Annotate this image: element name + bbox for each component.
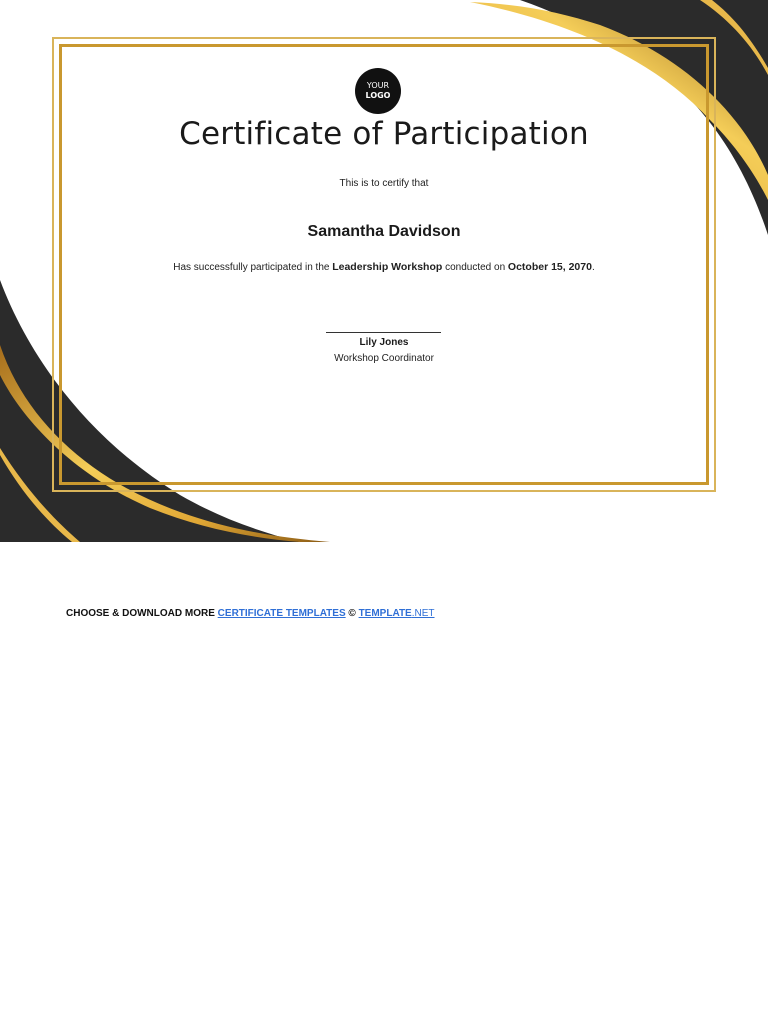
statement-suffix: . [591,262,595,273]
footer-download-line [66,608,435,619]
event-name: Leadership Workshop [332,261,443,273]
signer-name: Lily Jones [359,337,409,348]
recipient-name: Samantha Davidson [307,223,461,240]
footer-prefix: CHOOSE & DOWNLOAD MORE [66,608,218,619]
event-date: October 15, 2070 [507,261,592,273]
certificate-templates-link[interactable]: CERTIFICATE TEMPLATES [217,608,346,619]
template-net-link[interactable] [359,608,435,619]
logo-text-logo: LOGO [365,91,391,100]
statement-middle: conducted on [442,262,508,273]
footer-separator: © [345,608,359,619]
participation-statement [0,261,768,273]
template-link-suffix: .NET [411,608,435,619]
logo-text-your: YOUR [366,81,390,90]
template-link-main: TEMPLATE [358,608,412,619]
statement-prefix: Has successfully participated in the [173,262,333,273]
logo-placeholder [355,68,401,114]
certificate-title: Certificate of Participation [179,116,589,152]
certify-text: This is to certify that [339,178,429,189]
signer-role: Workshop Coordinator [334,353,434,364]
signature-line [326,332,441,333]
